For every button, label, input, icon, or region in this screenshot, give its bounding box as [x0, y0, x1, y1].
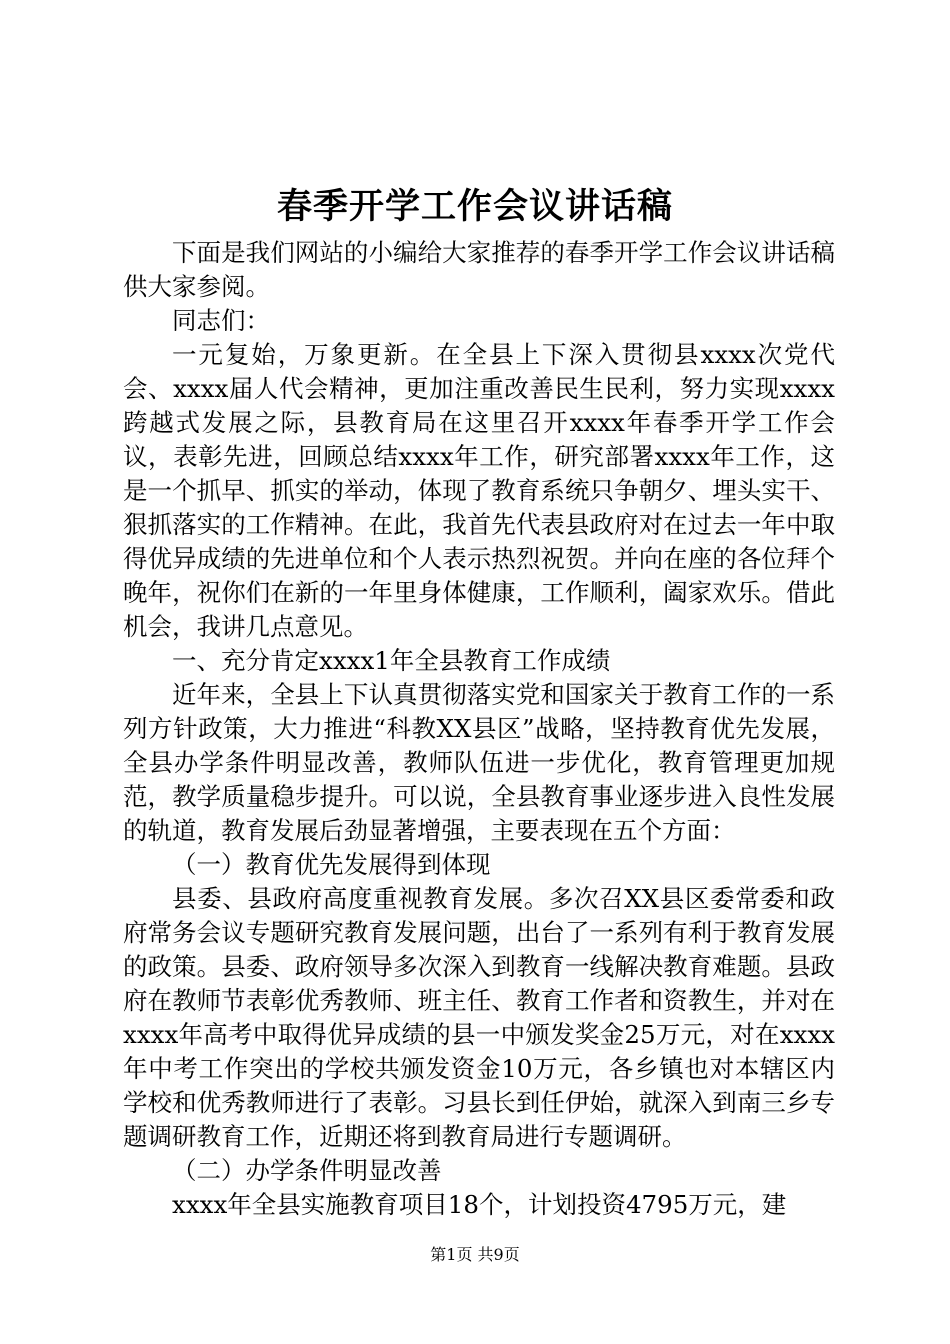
page-footer: 第1页 共9页 [430, 1245, 520, 1264]
paragraph-intro: 下面是我们网站的小编给大家推荐的春季开学工作会议讲话稿供大家参阅。 [123, 238, 835, 301]
section-heading-1: 一、充分肯定xxxx1年全县教育工作成绩 [172, 646, 611, 675]
paragraph-priority: 县委、县政府高度重视教育发展。多次召XX县区委常委和政府常务会议专题研究教育发展问题，出台了一系列有利于教育发展的政策。县委、政府领导多次深入到教育一线解决教育难题。县政府在教师节表彰优秀教师、班主任、教育工作者和资教生，并对在xxxx年高考中取得优异成绩的县一中颁发奖金25万元，对在xxxx年中考工作突出的学校共颁发资金10万元，各乡镇也对本辖区内学校和优秀教师进行了表彰。习县长到任伊始，就深入到南三乡专题调研教育工作，近期还将到教育局进行专题调研。 [123, 884, 835, 1151]
subsection-heading-2: （二）办学条件明显改善 [172, 1156, 442, 1185]
document-title: 春季开学工作会议讲话稿 [276, 186, 673, 227]
document-body [123, 236, 835, 1222]
paragraph-salutation: 同志们： [172, 306, 270, 335]
paragraph-conditions: xxxx年全县实施教育项目18个，计划投资4795万元，建 [172, 1190, 787, 1219]
paragraph-opening: 一元复始，万象更新。在全县上下深入贯彻县xxxx次党代会、xxxx届人代会精神，更加注重改善民生民利，努力实现xxxx跨越式发展之际，县教育局在这里召开xxxx年春季开学工作会议，表彰先进，回顾总结xxxx年工作，研究部署xxxx年工作，这是一个抓早、抓实的举动，体现了教育系统只争朝夕、埋头实干、狠抓落实的工作精神。在此，我首先代表县政府对在过去一年中取得优异成绩的先进单位和个人表示热烈祝贺。并向在座的各位拜个晚年，祝你们在新的一年里身体健康，工作顺利，阖家欢乐。借此机会，我讲几点意见。 [123, 340, 835, 641]
subsection-heading-1: （一）教育优先发展得到体现 [172, 850, 491, 879]
paragraph-achievements: 近年来，全县上下认真贯彻落实党和国家关于教育工作的一系列方针政策，大力推进“科教XX县区”战略，坚持教育优先发展，全县办学条件明显改善，教师队伍进一步优化，教育管理更加规范，教学质量稳步提升。可以说，全县教育事业逐步进入良性发展的轨道，教育发展后劲显著增强，主要表现在五个方面： [123, 680, 835, 845]
